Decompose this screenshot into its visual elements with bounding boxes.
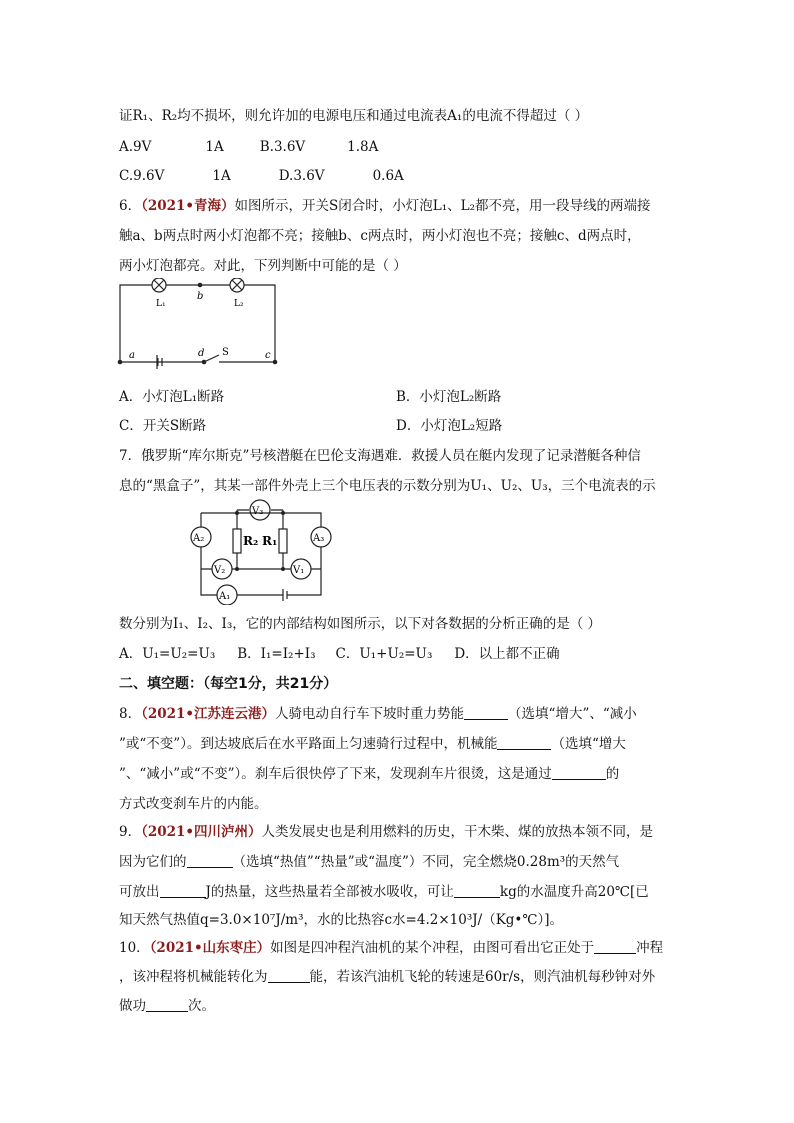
q7-option-a: A．U₁=U₂=U₃ <box>119 646 216 662</box>
q9-blank-3[interactable] <box>454 883 500 898</box>
q6-node-a <box>118 360 123 365</box>
q7-ammeter-A3: A₃ <box>313 533 325 544</box>
q7-resistor-R1: R₁ <box>262 534 278 548</box>
q8-line4: 方式改变刹车片的内能。 <box>119 796 268 812</box>
q6-option-c: C．开关S断路 <box>119 418 207 434</box>
q7-line2: 息的“黑盒子”，其某一部件外壳上三个电压表的示数分别为U₁、U₂、U₃，三个电流表的示 <box>119 478 656 494</box>
q7-black-box-circuit <box>187 497 335 605</box>
q7-voltmeter-V3: V₃ <box>252 506 264 517</box>
q7-ammeter-A1: A₁ <box>219 591 231 602</box>
q6-node-d <box>202 360 207 365</box>
q6-option-a: A．小灯泡L₁断路 <box>119 389 225 405</box>
q8-line1: 8．（2021•江苏连云港）人骑电动自行车下坡时重力势能 （选填“增大”、“减小 <box>119 706 637 722</box>
q6-number: 6． <box>119 198 142 214</box>
q10-blank-1[interactable] <box>594 939 636 954</box>
q10-blank-2[interactable] <box>268 968 310 983</box>
q6-node-b <box>198 283 203 288</box>
q7-node <box>235 567 239 571</box>
q6-source: （2021•青海） <box>141 198 235 214</box>
q6-line3: 两小灯泡都亮。对此，下列判断中可能的是（ ） <box>119 258 407 274</box>
q10-source: （2021•山东枣庄） <box>149 940 271 956</box>
q6-label-L2: L₂ <box>234 299 244 309</box>
q7-resistor-R2: R₂ <box>243 534 259 548</box>
q6-line2: 触a、b两点时两小灯泡都不亮；接触b、c两点时，两小灯泡也不亮；接触c、d两点时， <box>119 228 641 244</box>
q8-blank-3[interactable] <box>552 765 606 780</box>
q9-blank-2[interactable] <box>160 883 206 898</box>
q5-options-row1: A.9V 1A B.3.6V 1.8A <box>119 139 379 155</box>
q5-option-d: D.3.6V <box>278 168 325 184</box>
q5-options-row2: C.9.6V 1A D.3.6V 0.6A <box>119 168 404 184</box>
q8-line2: ”或“不变”）。到达坡底后在水平路面上匀速骑行过程中，机械能 （选填“增大 <box>119 736 626 752</box>
q10-line1: 10．（2021•山东枣庄）如图是四冲程汽油机的某个冲程，由图可看出它正处于 冲程 <box>119 940 664 956</box>
q6-label-a: a <box>129 350 135 361</box>
q7-line3: 数分别为I₁、I₂、I₃，它的内部结构如图所示，以下对各数据的分析正确的是（ ） <box>119 616 602 632</box>
q8-line3: ”、“减小”或“不变”）。刹车后很快停了下来，发现刹车片很烫，这是通过 的 <box>119 766 620 782</box>
section-heading: 二、填空题：（每空1分，共21分） <box>119 676 338 692</box>
q5-stem-continuation: 证R₁、R₂均不损坏，则允许加的电源电压和通过电流表A₁的电流不得超过（ ） <box>119 108 589 124</box>
q6-label-S: S <box>222 347 229 358</box>
q7-option-b: B．I₁=I₂+I₃ <box>237 646 316 662</box>
q9-line1: 9．（2021•四川泸州）人类发展史也是利用燃料的历史，干木柴、煤的放热本领不同，是 <box>119 824 654 840</box>
q5-option-b: B.3.6V <box>259 139 306 155</box>
q10-line2: ，该冲程将机械能转化为 能，若该汽油机飞轮的转速是60r/s，则汽油机每秒钟对外 <box>119 969 656 985</box>
q9-line4: 知天然气热值q=3.0×10⁷J/m³，水的比热容c水=4.2×10³J/（Kg•℃）]。 <box>119 912 564 928</box>
q7-voltmeter-V1: V₁ <box>293 565 305 576</box>
q7-option-c: C．U₁+U₂=U₃ <box>335 646 433 662</box>
q7-node <box>235 511 239 515</box>
q9-line2: 因为它们的 （选填“热值”“热量”或“温度”）不同，完全燃烧0.28m³的天然气 <box>119 854 620 870</box>
q8-blank-1[interactable] <box>464 705 508 720</box>
q5-option-c: C.9.6V <box>119 168 165 184</box>
q6-label-L1: L₁ <box>156 299 166 309</box>
q7-options <box>119 644 560 664</box>
q6-label-c: c <box>265 350 271 361</box>
q9-source: （2021•四川泸州） <box>141 824 262 840</box>
q7-voltmeter-V2: V₂ <box>214 565 226 576</box>
q8-source: （2021•江苏连云港） <box>141 706 276 722</box>
q6-label-b: b <box>197 291 204 302</box>
q6-label-d: d <box>198 348 205 359</box>
q8-blank-2[interactable] <box>497 735 551 750</box>
q7-node <box>281 511 285 515</box>
q7-ammeter-A2: A₂ <box>193 533 205 544</box>
q7-line1: 7．俄罗斯“库尔斯克”号核潜艇在巴伦支海遇难．救援人员在艇内发现了记录潜艇各种信 <box>119 448 641 464</box>
q9-blank-1[interactable] <box>187 853 233 868</box>
q9-line3: 可放出 J的热量，这些热量若全部被水吸收，可让 kg的水温度升高20℃[已 <box>119 884 649 900</box>
q6-option-d: D．小灯泡L₂短路 <box>396 418 503 434</box>
q6-option-b: B．小灯泡L₂断路 <box>396 389 502 405</box>
q7-node <box>281 567 285 571</box>
q6-circuit-diagram <box>115 278 290 370</box>
q10-blank-3[interactable] <box>146 997 188 1012</box>
q6-node-c <box>273 360 278 365</box>
q5-option-a: A.9V <box>119 139 152 155</box>
q10-line3: 做功 次。 <box>119 998 215 1014</box>
q6-line1: 6．（2021•青海）如图所示，开关S闭合时，小灯泡L₁、L₂都不亮，用一段导线的两端接 <box>119 198 651 214</box>
q7-option-d: D．以上都不正确 <box>454 646 560 662</box>
